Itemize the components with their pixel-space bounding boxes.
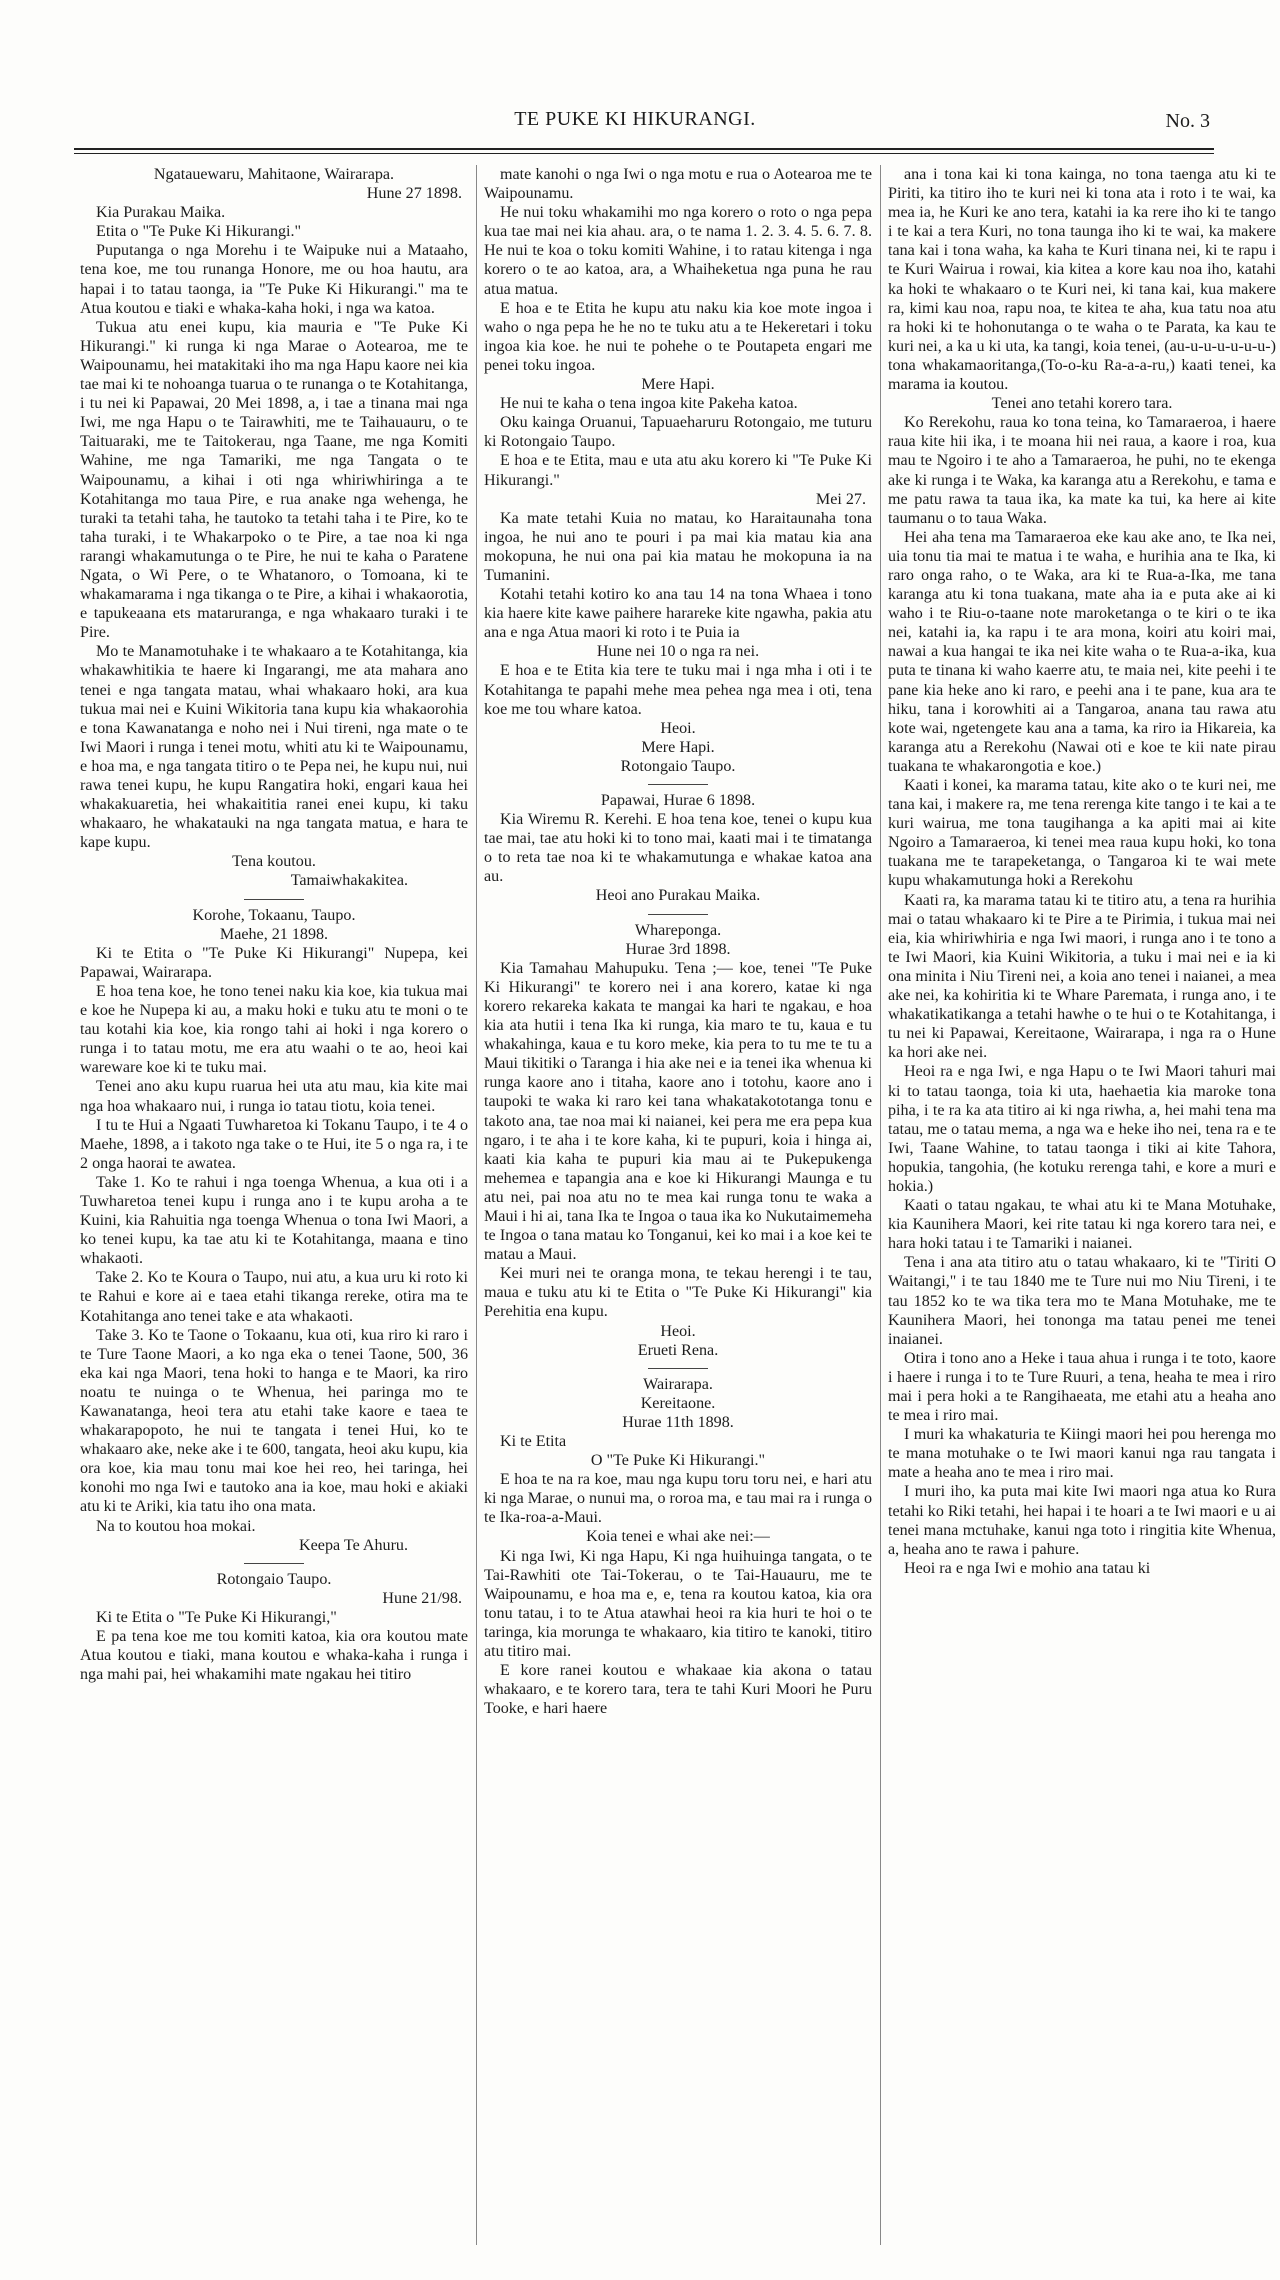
header-rule-thin	[74, 153, 1214, 154]
page-number: No. 3	[1165, 110, 1210, 132]
paragraph: He nui te kaha o tena ingoa kite Pakeha katoa.	[500, 395, 798, 413]
paragraph: Ko Rerekohu, raua ko tona teina, ko Tamaraeroa, i haere raua kite hii ika, i te moana hii nei raua, a kaore i roa, kua mau te Ngoiro i te aho a Tamaraeroa, he puhi, no te ekenga ake ki runga i te Waka, ka karanga atu a Rerekohu, e tama e me patu rawa ta taua ika, ka mate ka tui, ka here ai kite taumanu o to taua Waka.	[888, 414, 1276, 527]
centered-line: Papawai, Hurae 6 1898.	[600, 792, 756, 809]
column-divider	[880, 165, 881, 2245]
paragraph: E hoa e te Etita he kupu atu naku kia koe mote ingoa i waho o nga pepa he he no te tuku atu a te Hekeretari i toku ingoa kia koe. he nui te pohehe o te Poutapeta engari me penei toku ingoa.	[484, 299, 872, 374]
paragraph: Take 3. Ko te Taone o Tokaanu, kua oti, kua riro ki raro i te Ture Taone Maori, a ko nga eka o tenei Taone, 500, 36 eka kai nga Maori, tena hoki to hanga e te Maori, ka riro noatu te nuinga o te Whenua, hei paringa mo te Kawanatanga, heoi tera atu etahi take kaore e taea te whakarapopoto, he nui te tangata i tenei Hui, ko te whakaaro ake, neke ake i te 600, tangata, heoi aku kupu, kia ora koe, kia mau tonu mai koe hei reo, hei taringa, hei konohi mo nga Iwi e tautoko ana ia koe, mau hoki e akiaki atu ki te Ariki, kia tatu iho ona mata.	[80, 1326, 468, 1516]
paragraph: Mo te Manamotuhake i te whakaaro a te Kotahitanga, kia whakawhitikia te haere ki Ingarangi, me ata mahara ano tenei e nga tangata matau, whai whakaaro hoki, ara kua tukua mai nei e Kuini Wikitoria tana kupu kia whakaorohia e tona Kawanatanga e noho nei i Nui tireni, nga mate o te Iwi Maori i runga i tenei motu, whiti atu ki te Waipounamu, e hoa ma, e nga tangata titiro o te Pepa nei, he kupu nui, nui rawa tenei kupu, he kupu Rangatira hoki, engari kaua hei whakakuaretia, hei whakaititia ranei enei kupu, ki taku whakaaro, he whakatauki na nga tangata matua, e hara te kape kupu.	[80, 643, 468, 852]
centered-line: Heoi ano Purakau Maika.	[595, 887, 761, 905]
paragraph: Tukua atu enei kupu, kia mauria e "Te Puke Ki Hikurangi." ki runga ki nga Marae o Aotearoa, me te Waipounamu, hei matakitaki iho ma nga Hapu kaore nei kia tae mai ki te nohoanga tuarua o te runanga o te Kotahitanga, i tu nei ki Papawai, 20 Mei 1898, a, i tae a tinana mai nga Iwi, me nga Hapu o te Tairawhiti, me te Taihauauru, o te Taituaraki, me te Taitokerau, nga Taane, me nga Komiti Wahine, me nga Tamariki, me nga Tangata o te Waipounamu, a kihai i oti nga whiriwhiringa a te Kotahitanga mo taua Pire, e rua anake nga wehenga, he turaki ta tetahi taha, he tautoko ta tetahi taha i te Pire, ko te taha turaki, i te Whakarpoko o te Pire, a tae noa ki nga rarangi whakamutunga o te Pire, he nui te kaha o Paratene Ngata, o Wi Pere, o te Whatanoro, o Tomoana, ki te whakamarama i nga tikanga o te Pire, a kihai i whakaorotia, e tapukeaana ets mataruranga, e nga whakaaro turaki i te Pire.	[80, 318, 468, 642]
column-divider	[476, 165, 477, 2245]
signature: Tamaiwhakakitea.	[290, 872, 408, 890]
dateline: Hune 27 1898.	[366, 185, 462, 203]
paragraph: E kore ranei koutou e whakaae kia akona o tatau whakaaro, e te korero tara, tera te tahi Kuri Moori he Puru Tooke, e hari haere	[484, 1662, 872, 1718]
centered-line: Mere Hapi.	[641, 738, 715, 756]
centered-line: Ngatauewaru, Mahitaone, Wairarapa.	[153, 166, 395, 183]
paragraph: Ki te Etita o "Te Puke Ki Hikurangi" Nupepa, kei Papawai, Wairarapa.	[80, 944, 468, 981]
paragraph: Hei aha tena ma Tamaraeroa eke kau ake ano, te Ika nei, uia tonu tia mai te matua i te waha, e hurihia ana te Ika, ki raro onga raho, o te Waka, ara ki te Rua-a-Ika, me tana karanga atu ki tona tuakana, mate aha ia e puta ake ai ki waho i te Riu-o-taane note maroketanga o te kiri o te ika nei, katahi ia, ka rapu i te ara mona, koiri atu koiri mai, nawai a kua hangai te ika nei kite waha o te Rua-a-ika, kua puta te tinana ki waho kaerre atu, te maia nei, kite peehi i te pane kia heke ano ki raro, e peehi ana i te pane, kua ara te hiku, tana i korowhiti ai a Tangaroa, anana tau rawa atu kote wai, ngetengete kau ana a tama, ka riro ia Hikareia, ka karanga atu a Rerekohu (Nawai oti e koe te kii nate pirau tuakana te whakarongotia e koe.)	[888, 528, 1276, 775]
paragraph: Oku kainga Oruanui, Tapuaeharuru Rotongaio, me tuturu ki Rotongaio Taupo.	[484, 414, 872, 451]
centered-line: Heoi.	[660, 1322, 696, 1340]
centered-line: O "Te Puke Ki Hikurangi."	[590, 1452, 766, 1470]
paragraph: Kaati o tatau ngakau, te whai atu ki te Mana Motuhake, kia Kaunihera Maori, kei rite tatau ki nga korero tara nei, e hara hoki tatau i te Tamariki i naianei.	[888, 1197, 1276, 1253]
paragraph: Etita o "Te Puke Ki Hikurangi."	[96, 223, 302, 241]
paragraph: Kia Tamahau Mahupuku. Tena ;— koe, tenei "Te Puke Ki Hikurangi" te korero nei i ana korero, katae ki nga korero rekareka kakata te mangai ka hari te ngakau, e hoa kia ata hutii i tena Ika ki runga, kia maro te tu, kaua e tu whakahinga, kaua e tu koro meke, kia pera to tu me te tu a Maui tikitiki o Taranga i hia ake nei e ia tenei ika whenua ki runga kaore ano i titaha, kaore ano i totohu, kaore ano i taupoki te waka ki raro kei tana whakatakototanga tonu e takoto ana, tae noa mai ki naianei, kei pera me era pepa kua ngaro, i te aha i te kore kaha, ki te pupuri, koia i hinga ai, kaati kia kaha te pupuri kia mau ai te Pukepukenga mehemea e tapangia ana e koe ki Hikurangi Maunga e tu atu nei, pai noa atu no te mea kai runga tonu te waka a Maui i hi ai, tana Ika te Ingoa o taua ika ko Nukutaimemeha te Ingoa o tana matau ko Tonganui, kei ko mai i a koe kei te matau a Maui.	[484, 959, 872, 1264]
newspaper-title: TE PUKE KI HIKURANGI.	[514, 108, 756, 130]
centered-line: Kereitaone.	[640, 1394, 716, 1412]
paragraph: Take 1. Ko te rahui i nga toenga Whenua, a kua oti i a Tuwharetoa tenei kupu i runga ano i te kupu aroha a te Kuini, kia Rahuitia nga toenga Whenua o tona Iwi Maori, a ko tenei kupu, ka tae atu ki te Kotahitanga, maana e tino whakaoti.	[80, 1173, 468, 1268]
centered-line: Tena koutou.	[232, 853, 316, 871]
paragraph: Ka mate tetahi Kuia no matau, ko Haraitaunaha tona ingoa, he nui ano te pouri i pa mai kia matau kia ana mokopuna, he nui ona pai kia matau he mokopuna ia na Tumanini.	[484, 509, 872, 584]
paragraph: I tu te Hui a Ngaati Tuwharetoa ki Tokanu Taupo, i te 4 o Maehe, 1898, a i takoto nga take o te Hui, ite 5 o nga ra, i te 2 onga haorai te awatea.	[80, 1116, 468, 1172]
centered-line: Erueti Rena.	[637, 1341, 719, 1359]
paragraph: Otira i tono ano a Heke i taua ahua i runga i te toto, kaore i haere i runga i to te Ture Ruuri, a tena, heaha te mea i riro mai i pera hoki a te Rangihaeata, me etahi atu a heaha ano te mea i riro mai.	[888, 1349, 1276, 1425]
paragraph: He nui toku whakamihi mo nga korero o roto o nga pepa kua tae mai nei kia ahau. ara, o te nama 1. 2. 3. 4. 5. 6. 7. 8. He nui te koa o toku komiti Wahine, i to ratau kitenga i nga korero o te ao katoa, ara, a Whaiheketua nga puna he rau atua matua.	[484, 204, 872, 298]
paragraph: Heoi ra e nga Iwi e mohio ana tatau ki	[904, 1559, 1151, 1577]
paragraph: Kaati ra, ka marama tatau ki te titiro atu, a tena ra hurihia mai o tatau whakaaro ki te Pire a te Pirimia, i tukua mai nei eia, kia whiriwhiria e nga Iwi maori, i runga ano i te tono a te Iwi Maori, kia Kuini Wikitoria, a tuku i mai nei e ia ki ona minita i Niu Tireni nei, a koia ano tenei i naianei, a mea ake nei, ka kohiritia ki te Whare Paremata, i runga ano, i te whakatikatikanga a tetahi hawhe o te hui o te Kotahitanga, i tu nei ki Papawai, Kereitaone, Wairarapa, i nga ra o Hune ka hori ake nei.	[888, 891, 1276, 1062]
column-2	[484, 165, 872, 2250]
centered-line: Koia tenei e whai ake nei:—	[586, 1528, 770, 1546]
paragraph: Kei muri nei te oranga mona, te tekau herengi i te tau, maua e tuku atu ki te Etita o "Te Puke Ki Hikurangi" kia Perehitia ena kupu.	[484, 1265, 872, 1321]
column-3	[888, 165, 1276, 2250]
paragraph: Ki te Etita	[500, 1433, 567, 1450]
paragraph: Ki te Etita o "Te Puke Ki Hikurangi,"	[96, 1608, 337, 1626]
page-header	[60, 108, 1210, 138]
centered-line: Hurae 3rd 1898.	[625, 940, 731, 958]
article-separator	[648, 914, 708, 915]
dateline: Mei 27.	[815, 490, 866, 508]
centered-line: Maehe, 21 1898.	[219, 925, 329, 943]
centered-line: Hurae 11th 1898.	[622, 1413, 734, 1431]
paragraph: Tenei ano aku kupu ruarua hei uta atu mau, kia kite mai nga hoa whakaaro nui, i runga io tatau tiotu, koia tenei.	[80, 1078, 468, 1115]
centered-line: Tenei ano tetahi korero tara.	[991, 395, 1173, 413]
paragraph: ana i tona kai ki tona kainga, no tona taenga atu ki te Piriti, ka titiro iho te kuri nei ki tona ata i roto i te wai, ka mea ia, he Kuri ke ano tera, katahi ia ka rere iho ki te tango i te kai a tera Kuri, no tona taunga iho ki te wai, ka makere tana kai i tona waha, ka kaha te Kuri tinana nei, ki te rapu i te Kuri Wairua i rowai, kia kitea a kore kau noa iho, katahi ka hoki te whakaaro o te Kuri nei, ki tana kai, kua makere ra, kimi kau noa, rapu noa, te kitea te aha, kua tatu noa atu ra hoki ki te hohonutanga o te waha o te Parata, ka kau te kuri nei, a ka u ki uta, ka tangi, koia tenei, (au-u-u-u-u-u-u-) tona whakamaoritanga,(To-o-ku Ra-a-a-ru,) kaati tenei, ka marama ia koutou.	[888, 166, 1276, 394]
paragraph: Kaati i konei, ka marama tatau, kite ako o te kuri nei, me tana kai, i makere ra, me tena rerenga kite tango i te kai a te kuri wairua, me tona taugihanga a ka apiti mai ai kite Ngoiro a Tamaraeroa, ki tenei mea raua kupu hoki, ko tona tuakana me te tarapeketanga, o Tangaroa ki te wai mete kupu whakamutunga hoki a Rerekohu	[888, 777, 1276, 890]
header-rule	[74, 148, 1214, 150]
paragraph: Tena i ana ata titiro atu o tatau whakaaro, ki te "Tiriti O Waitangi," i te tau 1840 me te Ture nui mo Niu Tireni, i te tau 1852 ko te wa tika tera mo te Mana Motuhake, me te Kaunihera Maori, hei tononga ma tatau penei me tenei inaianei.	[888, 1254, 1276, 1348]
centered-line: Mere Hapi.	[641, 376, 715, 394]
paragraph: E hoa tena koe, he tono tenei naku kia koe, kia tukua mai e koe he Nupepa ki au, a maku hoki e tuku atu te moni o te tau kotahi kia koe, kia rongo tahi ai hoki i nga korero o runga i to tatau motu, me era atu waahi o te ao, heoi kai wareware koe ki te tuku mai.	[80, 982, 468, 1077]
paragraph: E pa tena koe me tou komiti katoa, kia ora koutou mate Atua koutou e tiaki, mana koutou e whaka-kaha i runga i nga mahi pai, hei whakamihi mate ngakau hei titiro	[80, 1628, 468, 1684]
paragraph: I muri ka whakaturia te Kiingi maori hei pou herenga mo te mana motuhake o te Iwi maori kanui nga rau tangata i mate a heaha ano te mea i riro mai.	[888, 1426, 1276, 1482]
paragraph: Heoi ra e nga Iwi, e nga Hapu o te Iwi Maori tahuri mai ki to tatau taonga, toia ki uta, haehaetia kia maroke tona piha, i te ra ka ata titiro ai ki nga riwha, a, hei mahi tena ma tatau, me o tatau mema, a nga wa e heke iho nei, tena ra e te Iwi, Taane Wahine, to tatau taonga i tiki ai kite Tahora, hopukia, tangohia, (he kotuku rerenga tahi, e kore a muri e hokia.)	[888, 1063, 1276, 1195]
paragraph: E hoa e te Etita kia tere te tuku mai i nga mha i oti i te Kotahitanga te papahi mehe mea pehea nga mea i oti, tena koe me tou whare katoa.	[484, 662, 872, 718]
paragraph: E hoa e te Etita, mau e uta atu aku korero ki "Te Puke Ki Hikurangi."	[484, 452, 872, 489]
centered-line: Heoi.	[660, 719, 696, 737]
article-separator	[648, 784, 708, 785]
centered-line: Wairarapa.	[643, 1375, 713, 1393]
paragraph: Kia Wiremu R. Kerehi. E hoa tena koe, tenei o kupu kua tae mai, tae atu hoki ki to tono mai, kaati mai i te timatanga o to reta tae noa ki te whakamutunga e whakae katoa ana au.	[484, 811, 872, 886]
centered-line: Rotongaio Taupo.	[216, 1570, 332, 1588]
column-1	[80, 165, 468, 2250]
article-separator	[244, 1563, 304, 1564]
paragraph: Puputanga o nga Morehu i te Waipuke nui a Mataaho, tena koe, me tou runanga Honore, me ou hoa hautu, ara hapai i to tatau taonga, ia "Te Puke Ki Hikurangi." ma te Atua koutou e tiaki e whaka-kaha hoki, i nga wa katoa.	[80, 242, 468, 317]
signature: Keepa Te Ahuru.	[299, 1536, 408, 1554]
paragraph: I muri iho, ka puta mai kite Iwi maori nga atua ko Rura tetahi ko Riki tetahi, hei hapai i te hoari a te Iwi maori e u ai tenei mana mctuhake, kanui nga toto i ringitia kite Whenua, a, heaha ano te rawa i pahure.	[888, 1483, 1276, 1558]
dateline: Hune 21/98.	[382, 1589, 462, 1607]
centered-line: Whareponga.	[634, 921, 722, 939]
centered-line: Hune nei 10 o nga ra nei.	[596, 643, 760, 661]
paragraph: E hoa te na ra koe, mau nga kupu toru toru nei, e hari atu ki nga Marae, o nunui ma, o roroa ma, e tau mai ra i runga o te Ika-roa-a-Maui.	[484, 1471, 872, 1527]
paragraph: mate kanohi o nga Iwi o nga motu e rua o Aotearoa me te Waipounamu.	[484, 166, 872, 203]
centered-line: Rotongaio Taupo.	[620, 757, 736, 775]
article-separator	[648, 1368, 708, 1369]
centered-line: Korohe, Tokaanu, Taupo.	[192, 906, 356, 924]
paragraph: Kia Purakau Maika.	[96, 204, 226, 222]
article-separator	[244, 899, 304, 900]
paragraph: Take 2. Ko te Koura o Taupo, nui atu, a kua uru ki roto ki te Rahui e kore ai e taea etahi tikanga rereke, otira ma te Kotahitanga ano tenei take e ata whakaoti.	[80, 1269, 468, 1325]
paragraph: Na to koutou hoa mokai.	[96, 1517, 256, 1535]
paragraph: Kotahi tetahi kotiro ko ana tau 14 na tona Whaea i tono kia haere kite kawe paihere harareke kite ngawha, pakia atu ana e nga Atua maori ki roto i te Puia ia	[484, 586, 872, 642]
paragraph: Ki nga Iwi, Ki nga Hapu, Ki nga huihuinga tangata, o te Tai-Rawhiti ote Tai-Tokerau, o te Tai-Hauauru, me te Waipounamu, e hoa ma e, e, tena ra koutou katoa, kia ora tonu tatau, i to te Atua atawhai heoi ra kia huri te hoi o te taringa, kia morunga te whakaaro, kia titiro te kanoki, titiro atu titiro mai.	[484, 1547, 872, 1661]
